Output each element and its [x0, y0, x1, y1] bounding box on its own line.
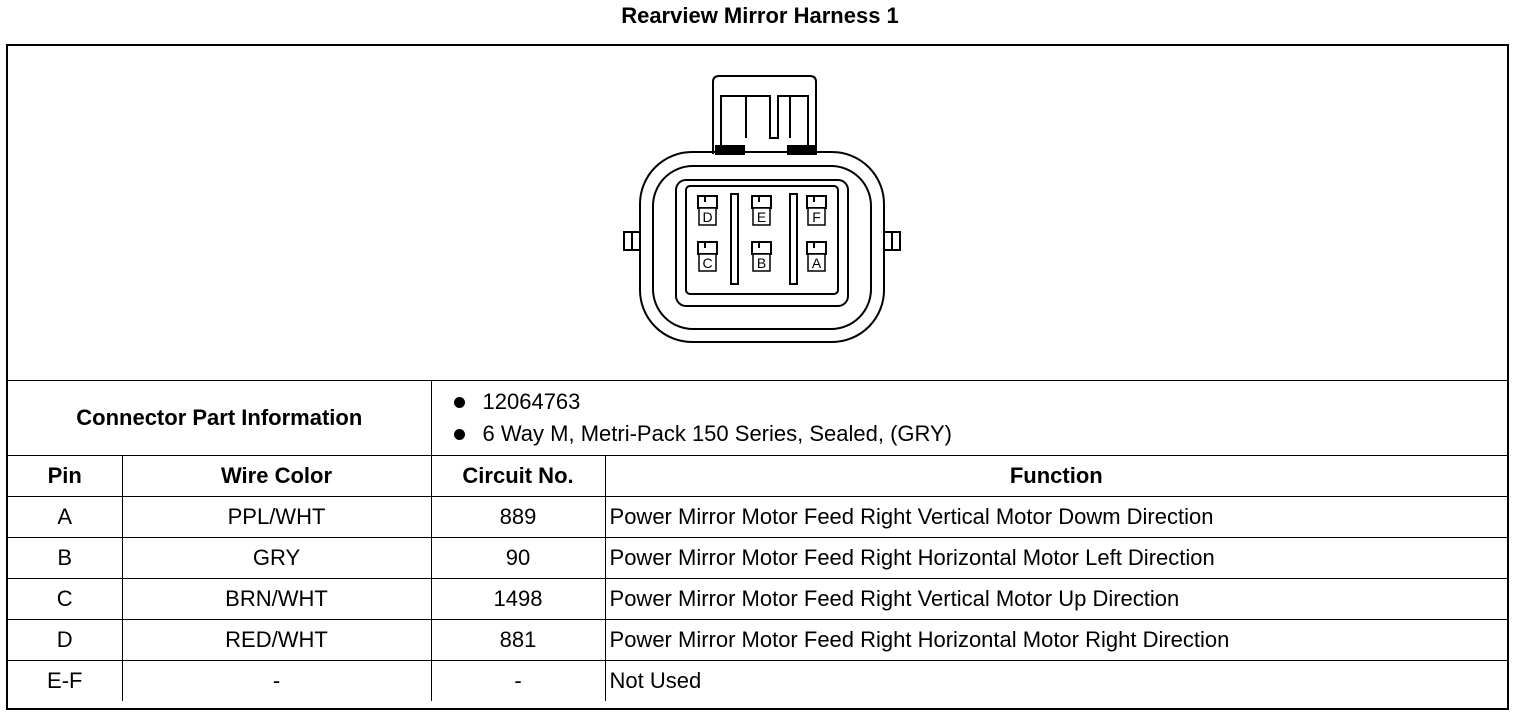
part-info-item [454, 418, 1502, 450]
pin-label-c: C [702, 255, 713, 271]
part-info-label: Connector Part Information [8, 381, 431, 456]
bullet-icon [454, 429, 465, 440]
table-row [8, 661, 1507, 702]
wire-color-cell: PPL/WHT [122, 497, 431, 538]
connector-diagram-panel [8, 46, 1507, 381]
pin-label-f: F [812, 209, 821, 225]
pin-label-a: A [811, 255, 822, 271]
header-circuit-no: Circuit No. [431, 456, 605, 497]
circuit-cell: 881 [431, 620, 605, 661]
harness-frame [6, 44, 1509, 710]
part-number: 12064763 [482, 389, 581, 414]
header-row [8, 456, 1507, 497]
circuit-cell: 90 [431, 538, 605, 579]
pinout-table [8, 381, 1507, 701]
circuit-cell: - [431, 661, 605, 702]
pin-cell: A [8, 497, 122, 538]
pin-label-d: D [702, 209, 713, 225]
pin-cell: E-F [8, 661, 122, 702]
table-row [8, 620, 1507, 661]
part-info-row [8, 381, 1507, 456]
function-cell: Power Mirror Motor Feed Right Vertical Motor Up Direction [605, 579, 1507, 620]
pin-label-e: E [756, 209, 767, 225]
table-row [8, 538, 1507, 579]
bullet-icon [454, 397, 465, 408]
header-pin: Pin [8, 456, 122, 497]
pin-cell: B [8, 538, 122, 579]
table-row [8, 579, 1507, 620]
pin-cell: C [8, 579, 122, 620]
function-cell: Power Mirror Motor Feed Right Vertical Motor Dowm Direction [605, 497, 1507, 538]
header-wire-color: Wire Color [122, 456, 431, 497]
function-cell: Not Used [605, 661, 1507, 702]
circuit-cell: 889 [431, 497, 605, 538]
pin-label-b: B [756, 255, 767, 271]
diagram-title: Rearview Mirror Harness 1 [621, 3, 899, 28]
circuit-cell: 1498 [431, 579, 605, 620]
part-info-item [454, 386, 1502, 418]
part-info-values [431, 381, 1507, 456]
function-cell: Power Mirror Motor Feed Right Horizontal Motor Left Direction [605, 538, 1507, 579]
part-description: 6 Way M, Metri-Pack 150 Series, Sealed, (GRY) [482, 421, 953, 446]
wire-color-cell: - [122, 661, 431, 702]
header-function: Function [605, 456, 1507, 497]
table-row [8, 497, 1507, 538]
pin-cell: D [8, 620, 122, 661]
wire-color-cell: RED/WHT [122, 620, 431, 661]
wire-color-cell: BRN/WHT [122, 579, 431, 620]
function-cell: Power Mirror Motor Feed Right Horizontal Motor Right Direction [605, 620, 1507, 661]
wire-color-cell: GRY [122, 538, 431, 579]
connector-drawing [8, 46, 1507, 380]
connector-latch [713, 76, 816, 154]
